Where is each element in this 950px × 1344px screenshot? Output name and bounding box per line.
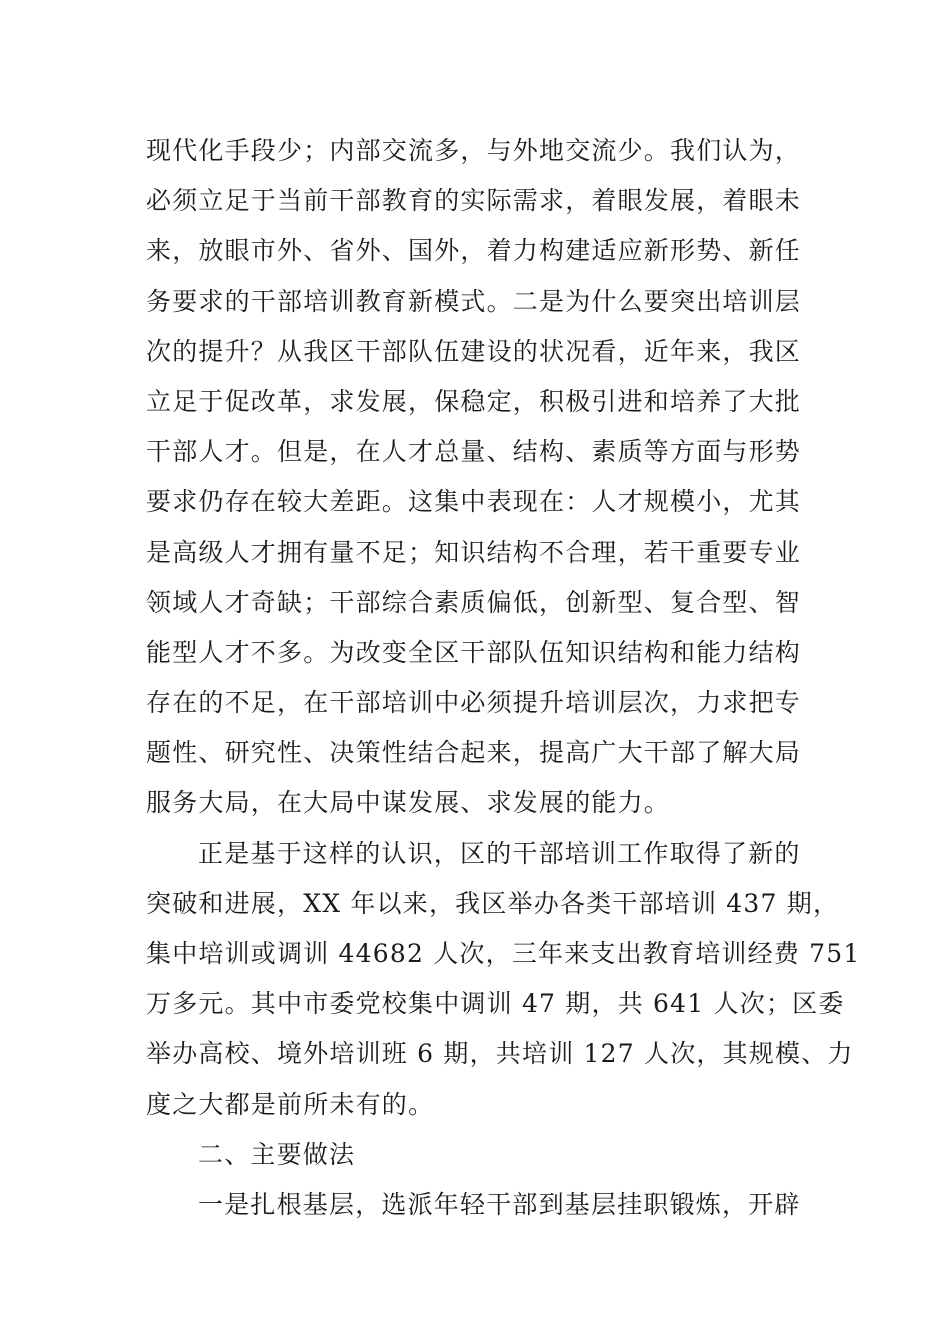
text-line: 来，放眼市外、省外、国外，着力构建适应新形势、新任	[146, 236, 802, 266]
text-line: 突破和进展，XX 年以来，我区举办各类干部培训 437 期，	[146, 888, 840, 918]
text-line: 服务大局，在大局中谋发展、求发展的能力。	[146, 788, 671, 818]
text-line: 次的提升？从我区干部队伍建设的状况看，近年来，我区	[146, 336, 802, 366]
text-line: 干部人才。但是，在人才总量、结构、素质等方面与形势	[146, 437, 802, 467]
document-body	[146, 126, 861, 1230]
text-line: 现代化手段少；内部交流多，与外地交流少。我们认为，	[146, 136, 802, 165]
text-line: 要求仍存在较大差距。这集中表现在：人才规模小，尤其	[146, 487, 802, 517]
text-line: 题性、研究性、决策性结合起来，提高广大干部了解大局	[146, 738, 802, 768]
text-line: 集中培训或调训 44682 人次，三年来支出教育培训经费 751	[146, 939, 861, 968]
text-line: 是高级人才拥有量不足；知识结构不合理，若干重要专业	[146, 537, 802, 567]
text-line: 能型人才不多。为改变全区干部队伍知识结构和能力结构	[146, 637, 802, 667]
paragraph-3	[146, 1180, 806, 1230]
text-line: 立足于促改革，求发展，保稳定，积极引进和培养了大批	[146, 386, 802, 416]
paragraph-1	[146, 126, 806, 829]
text-line: 正是基于这样的认识，区的干部培训工作取得了新的	[198, 838, 801, 868]
text-line: 万多元。其中市委党校集中调训 47 期，共 641 人次；区委	[146, 989, 845, 1019]
text-line: 必须立足于当前干部教育的实际需求，着眼发展，着眼未	[146, 186, 802, 216]
heading-text: 二、主要做法	[198, 1139, 356, 1169]
text-line: 一是扎根基层，选派年轻干部到基层挂职锻炼，开辟	[198, 1189, 801, 1219]
text-line: 举办高校、境外培训班 6 期，共培训 127 人次，其规模、力	[146, 1039, 854, 1069]
text-line: 务要求的干部培训教育新模式。二是为什么要突出培训层	[146, 286, 802, 316]
text-line: 度之大都是前所未有的。	[146, 1089, 435, 1119]
text-line: 存在的不足，在干部培训中必须提升培训层次，力求把专	[146, 688, 802, 718]
paragraph-2	[146, 829, 861, 1130]
text-line: 领域人才奇缺；干部综合素质偏低，创新型、复合型、智	[146, 587, 802, 617]
section-heading	[146, 1130, 806, 1180]
